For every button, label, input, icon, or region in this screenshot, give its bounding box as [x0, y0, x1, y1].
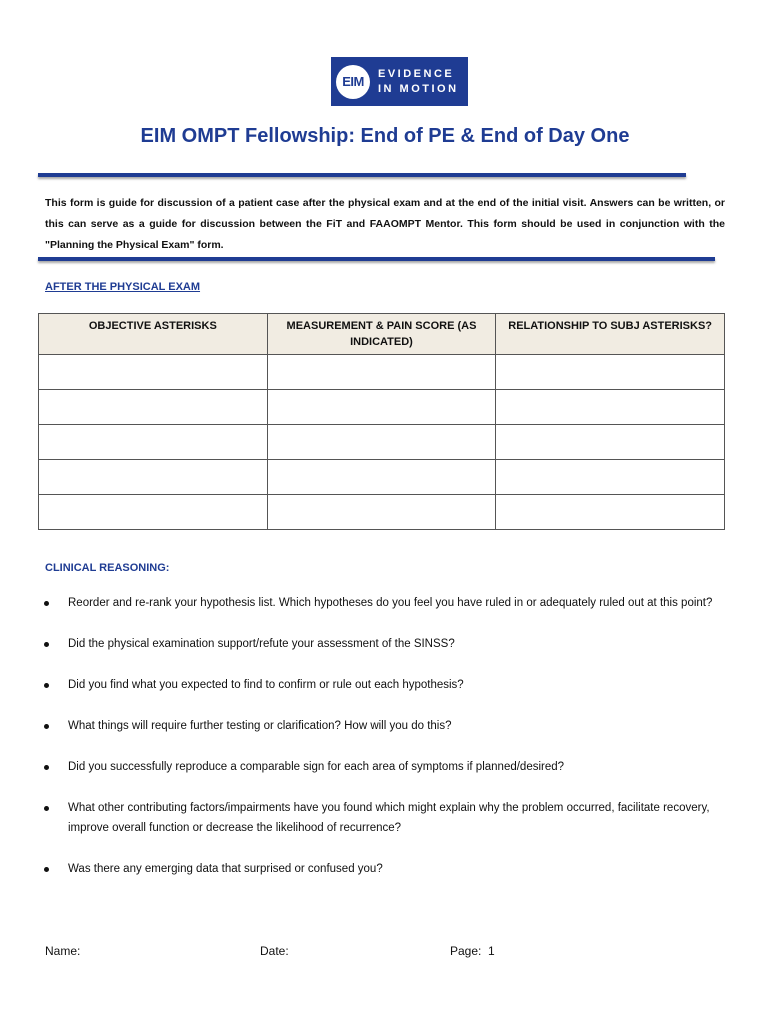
table-row	[39, 390, 725, 425]
bullet-icon	[44, 806, 49, 811]
table-row	[39, 355, 725, 390]
table-row	[39, 460, 725, 495]
table-header-row	[39, 314, 725, 355]
list-item	[0, 798, 770, 838]
table-cell[interactable]	[267, 460, 496, 495]
title-divider	[38, 173, 686, 177]
table-cell[interactable]	[496, 460, 725, 495]
bullet-icon	[44, 601, 49, 606]
logo-badge: EIM	[336, 65, 370, 99]
table-cell[interactable]	[267, 355, 496, 390]
bullet-icon	[44, 642, 49, 647]
table-cell[interactable]	[267, 425, 496, 460]
table-row	[39, 425, 725, 460]
logo-line-1: EVIDENCE	[378, 67, 455, 80]
intro-divider	[38, 257, 715, 261]
table-cell[interactable]	[496, 495, 725, 530]
eim-logo	[331, 57, 468, 106]
after-exam-heading: AFTER THE PHYSICAL EXAM	[45, 281, 201, 293]
table-cell[interactable]	[39, 425, 268, 460]
table-cell[interactable]	[39, 495, 268, 530]
intro-paragraph: This form is guide for discussion of a patient case after the physical exam and at the end of the initial visit. Answers can be written, or this can serve as a guide for discussion between the FiT and FAAOMPT Mentor. This form should be used in conjunction with the "Planning the Physical Exam" form.	[45, 197, 725, 251]
list-item	[0, 757, 770, 777]
table-cell[interactable]	[496, 425, 725, 460]
table-cell[interactable]	[39, 355, 268, 390]
table-row	[39, 495, 725, 530]
page-label: Page:	[450, 944, 482, 958]
list-item-text: What things will require further testing or clarification? How will you do this?	[68, 720, 452, 732]
bullet-icon	[44, 765, 49, 770]
table-cell[interactable]	[39, 390, 268, 425]
clinical-reasoning-heading: CLINICAL REASONING:	[45, 562, 170, 574]
list-item-text: Was there any emerging data that surprised or confused you?	[68, 863, 383, 875]
bullet-icon	[44, 867, 49, 872]
date-label: Date:	[260, 944, 289, 958]
list-item-text: What other contributing factors/impairments have you found which might explain why the problem occurred, facilitate recovery, improve overall function or decrease the likelihood of recurrence?	[68, 802, 710, 834]
page-title: EIM OMPT Fellowship: End of PE & End of Day One	[140, 125, 630, 147]
name-label: Name:	[45, 944, 81, 958]
list-item-text: Did you find what you expected to find to confirm or rule out each hypothesis?	[68, 679, 464, 691]
col-objective-asterisks: OBJECTIVE ASTERISKS	[39, 314, 268, 355]
bullet-icon	[44, 724, 49, 729]
table-cell[interactable]	[496, 355, 725, 390]
list-item-text: Did you successfully reproduce a comparable sign for each area of symptoms if planned/desired?	[68, 761, 565, 773]
list-item-text: Reorder and re-rank your hypothesis list. Which hypotheses do you feel you have ruled in or adequately ruled out at this point?	[68, 597, 713, 609]
list-item	[0, 859, 770, 879]
list-item	[0, 634, 770, 654]
list-item	[0, 716, 770, 736]
logo-line-2: IN MOTION	[378, 82, 459, 95]
list-item	[0, 675, 770, 695]
table-cell[interactable]	[267, 495, 496, 530]
table-cell[interactable]	[496, 390, 725, 425]
page-indicator	[450, 944, 495, 958]
list-item-text: Did the physical examination support/refute your assessment of the SINSS?	[68, 638, 455, 650]
bullet-icon	[44, 683, 49, 688]
clinical-reasoning-list	[0, 593, 770, 900]
list-item	[0, 593, 770, 613]
col-measurement-pain-score: MEASUREMENT & PAIN SCORE (AS INDICATED)	[267, 314, 496, 355]
table-cell[interactable]	[39, 460, 268, 495]
objective-asterisks-table	[38, 313, 725, 530]
page-number: 1	[488, 944, 495, 958]
table-cell[interactable]	[267, 390, 496, 425]
logo-wordmark	[378, 67, 459, 97]
col-relationship-subj: RELATIONSHIP TO SUBJ ASTERISKS?	[496, 314, 725, 355]
